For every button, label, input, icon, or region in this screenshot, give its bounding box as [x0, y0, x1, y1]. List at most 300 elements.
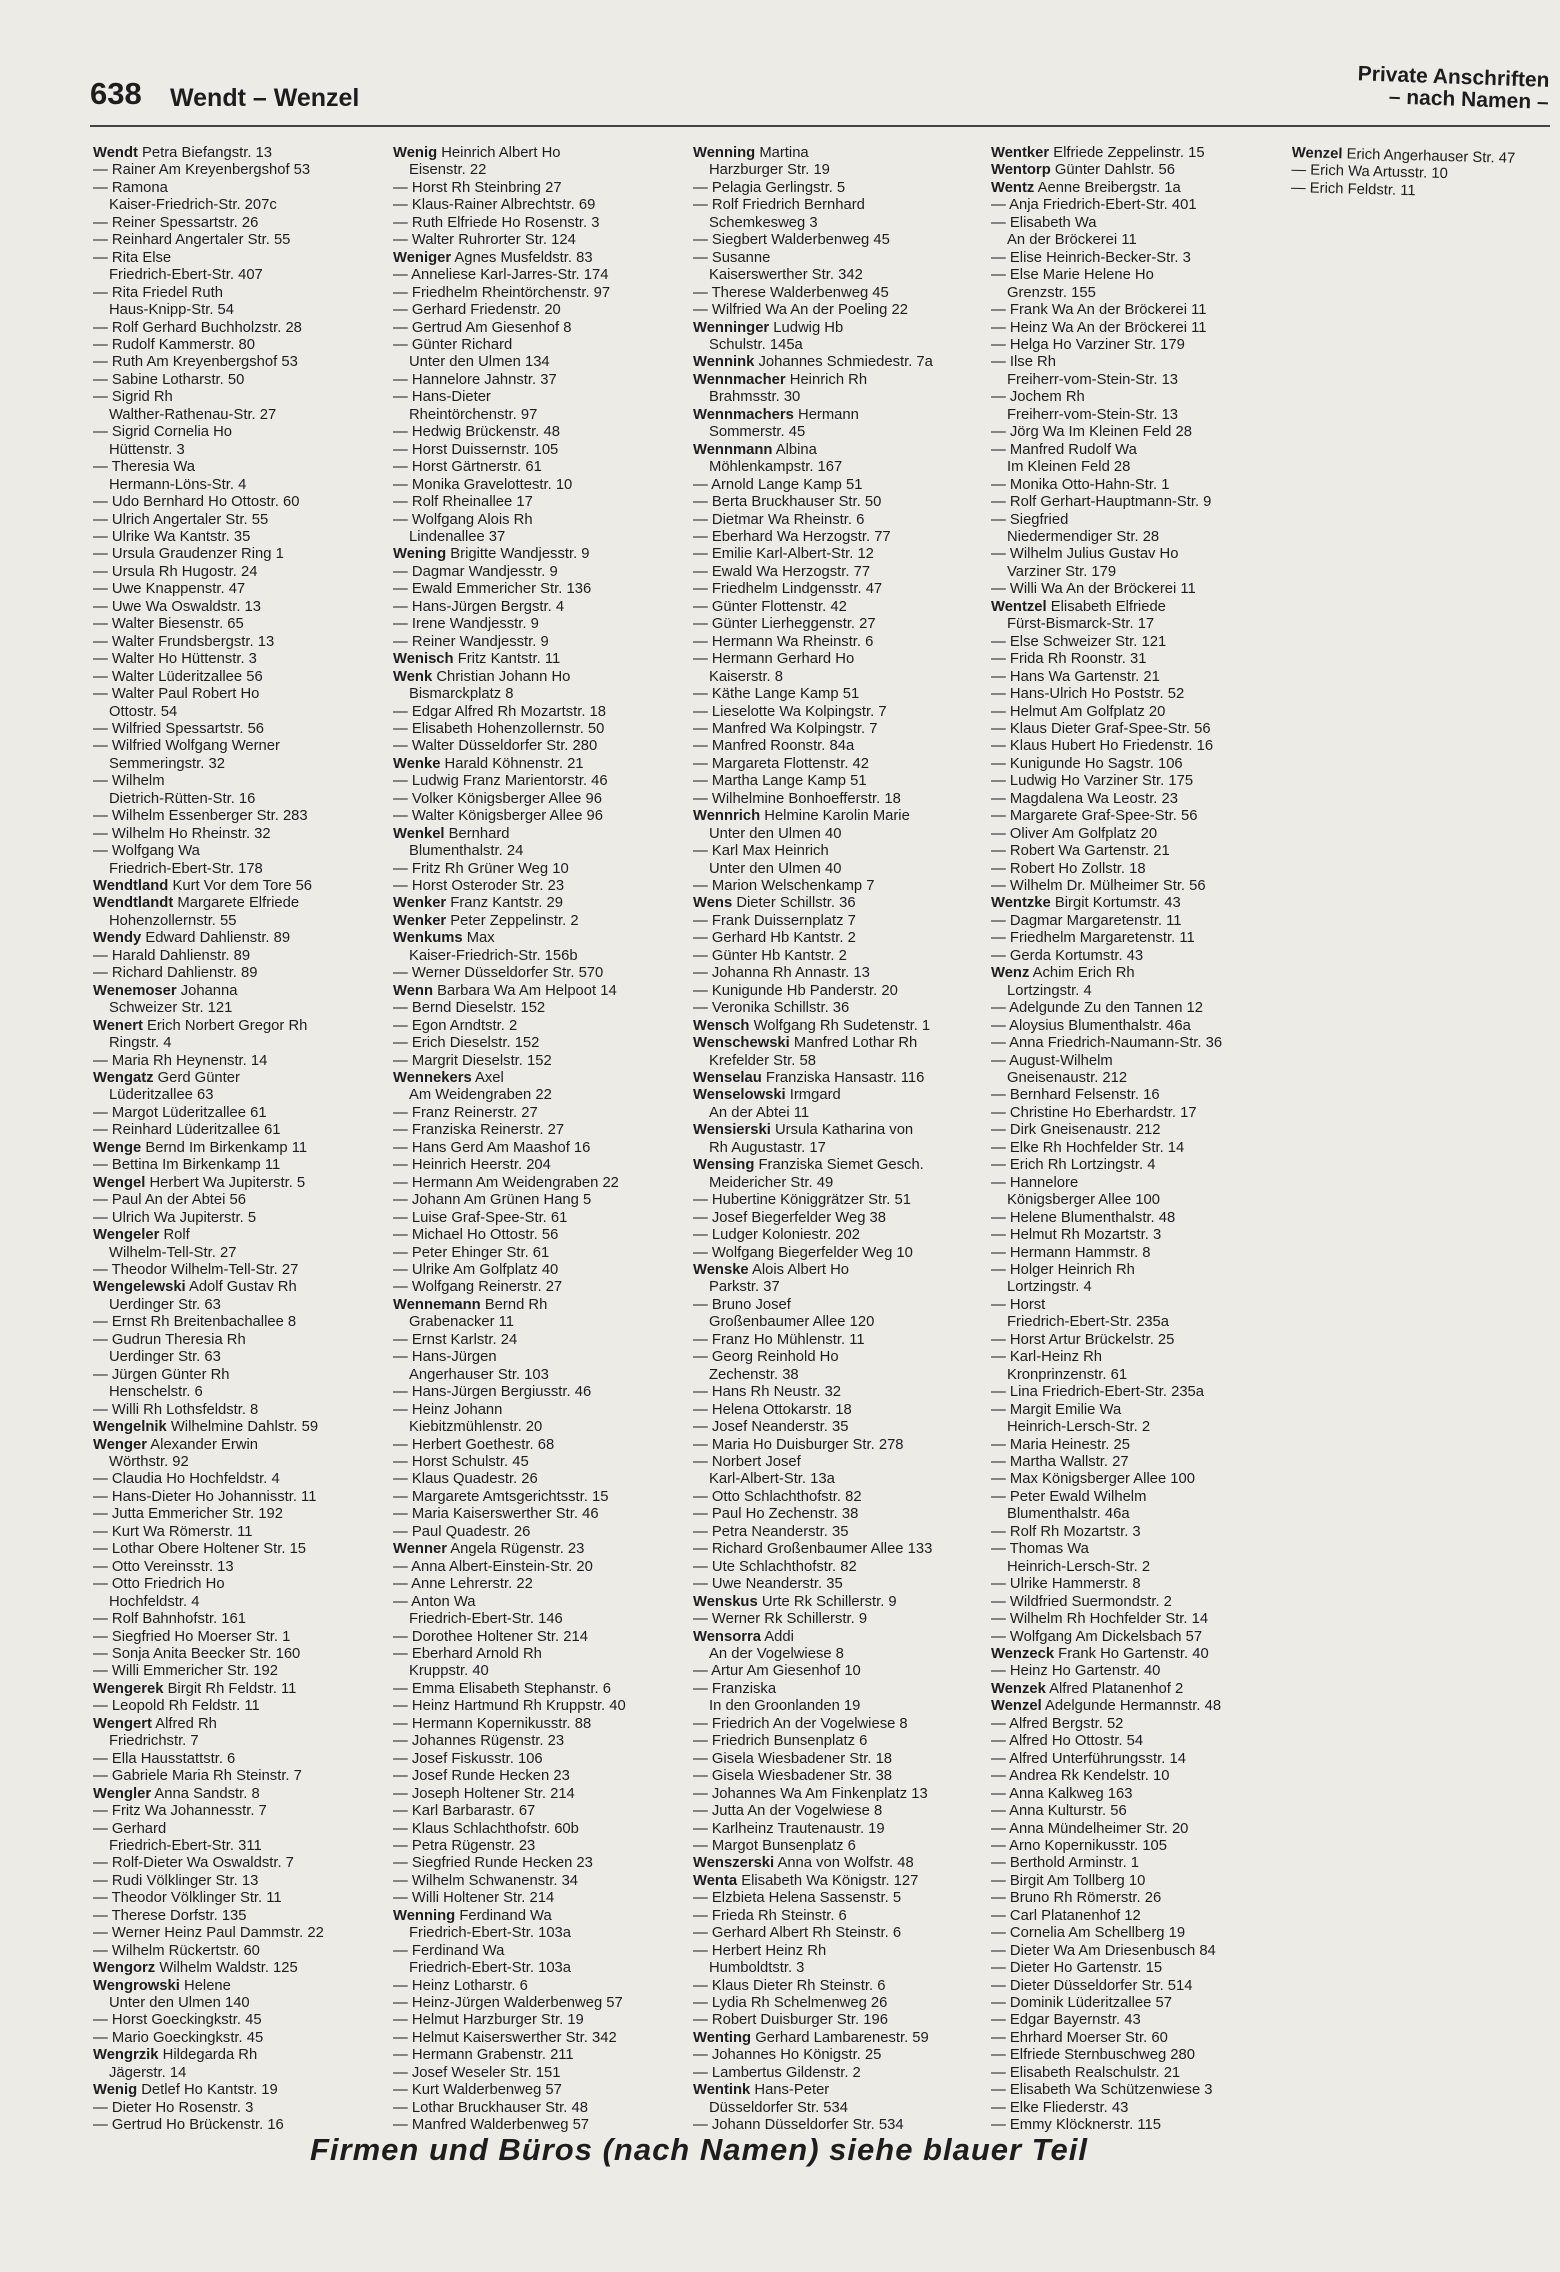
directory-entry — [693, 459, 985, 476]
directory-entry — [393, 372, 685, 389]
directory-entry — [693, 250, 985, 267]
entry-text: — Reinhard Angertaler Str. 55 — [93, 232, 291, 249]
directory-entry — [393, 302, 685, 319]
directory-entry — [693, 1245, 985, 1262]
column-4 — [991, 145, 1283, 2135]
entry-text: — Anna Mündelheimer Str. 20 — [991, 1820, 1189, 1837]
entry-text: Alexander Erwin — [147, 1436, 259, 1453]
entry-text: Sommerstr. 45 — [709, 424, 806, 441]
directory-entry — [93, 861, 385, 878]
surname: Wenselowski — [693, 1087, 786, 1104]
entry-text: — Gerhard Hb Kantstr. 2 — [693, 930, 856, 947]
directory-entry — [93, 1454, 385, 1471]
directory-entry — [393, 512, 685, 529]
directory-entry — [693, 616, 985, 633]
directory-entry — [93, 756, 385, 773]
directory-entry — [991, 773, 1283, 790]
directory-entry — [93, 1681, 385, 1698]
directory-entry — [93, 2030, 385, 2047]
entry-text: Kaiserswerther Str. 342 — [709, 267, 863, 284]
directory-entry — [693, 1646, 985, 1663]
entry-text: — Erich Rh Lortzingstr. 4 — [991, 1157, 1156, 1174]
directory-entry — [693, 895, 985, 912]
entry-text: — Walter Ho Hüttenstr. 3 — [93, 651, 257, 668]
entry-text: — Arnold Lange Kamp 51 — [693, 476, 863, 493]
entry-text: Dieter Schillstr. 36 — [732, 895, 856, 912]
entry-text: — Rudi Völklinger Str. 13 — [93, 1872, 259, 1889]
directory-entry — [991, 1821, 1283, 1838]
entry-text: — Gisela Wiesbadener Str. 18 — [693, 1750, 893, 1767]
directory-entry — [991, 1873, 1283, 1890]
column-3 — [693, 145, 985, 2135]
directory-entry — [693, 424, 985, 441]
entry-text: — Ulrich Angertaler Str. 55 — [93, 511, 269, 528]
directory-entry — [991, 1297, 1283, 1314]
entry-text: — Johanna Rh Annastr. 13 — [693, 965, 870, 982]
entry-text: — Rolf Rheinallee 17 — [393, 494, 533, 511]
entry-text: Hochfeldstr. 4 — [109, 1593, 200, 1610]
entry-text: — Uwe Wa Oswaldstr. 13 — [93, 598, 262, 615]
directory-entry — [991, 1332, 1283, 1349]
section-title-line-1: Private Anschriften — [1357, 62, 1551, 92]
directory-entry — [393, 1105, 685, 1122]
entry-text: — Josef Fiskusstr. 106 — [393, 1750, 543, 1767]
directory-entry — [991, 704, 1283, 721]
entry-text: — Dagmar Wandjesstr. 9 — [393, 563, 558, 580]
directory-entry — [393, 1000, 685, 1017]
directory-entry — [393, 1419, 685, 1436]
entry-text: — Gerhard — [93, 1820, 167, 1837]
directory-entry — [393, 756, 685, 773]
surname: Wenert — [93, 1017, 143, 1034]
entry-text: — Josef Runde Hecken 23 — [393, 1768, 570, 1785]
directory-entry — [693, 1087, 985, 1104]
directory-entry — [393, 1803, 685, 1820]
directory-entry — [991, 1786, 1283, 1803]
directory-entry — [991, 669, 1283, 686]
entry-text: — Erich Wa Artusstr. 10 — [1291, 162, 1449, 183]
directory-entry — [991, 1367, 1283, 1384]
entry-text: — Sigrid Cornelia Ho — [93, 424, 232, 441]
entry-text: — Dietmar Wa Rheinstr. 6 — [693, 511, 865, 528]
entry-text: — Siegbert Walderbenweg 45 — [693, 232, 890, 249]
entry-text: Varziner Str. 179 — [1007, 563, 1117, 580]
entry-text: Fürst-Bismarck-Str. 17 — [1007, 616, 1155, 633]
entry-text: — Jutta An der Vogelwiese 8 — [693, 1803, 883, 1820]
directory-entry — [991, 1053, 1283, 1070]
directory-entry — [991, 1140, 1283, 1157]
directory-entry — [393, 1663, 685, 1680]
entry-text: Unter den Ulmen 40 — [709, 825, 842, 842]
entry-text: Edward Dahlienstr. 89 — [141, 930, 291, 947]
entry-text: — Adelgunde Zu den Tannen 12 — [991, 1000, 1203, 1017]
entry-text: — Rolf Bahnhofstr. 161 — [93, 1611, 246, 1628]
entry-text: — Reinhard Lüderitzallee 61 — [93, 1122, 281, 1139]
entry-text: — Klaus Hubert Ho Friedenstr. 16 — [991, 738, 1214, 755]
entry-text: — Walter Lüderitzallee 56 — [93, 668, 263, 685]
entry-text: — Monika Otto-Hahn-Str. 1 — [991, 476, 1170, 493]
directory-entry — [393, 232, 685, 249]
entry-text: Alois Albert Ho — [748, 1262, 849, 1278]
directory-entry — [991, 389, 1283, 406]
entry-text: — Jutta Emmericher Str. 192 — [93, 1506, 283, 1523]
directory-entry — [991, 983, 1283, 1000]
directory-entry — [991, 1611, 1283, 1628]
directory-entry — [93, 320, 385, 337]
entry-text: — Luise Graf-Spee-Str. 61 — [393, 1209, 568, 1226]
directory-entry — [991, 1384, 1283, 1401]
entry-text: — Horst Gärtnerstr. 61 — [393, 459, 542, 476]
directory-entry — [693, 1402, 985, 1419]
entry-text: — Margarete Graf-Spee-Str. 56 — [991, 808, 1198, 825]
entry-text: — Anne Lehrerstr. 22 — [393, 1576, 533, 1593]
surname: Wengeler — [93, 1227, 160, 1244]
directory-entry — [93, 564, 385, 581]
entry-text: — Elzbieta Helena Sassenstr. 5 — [693, 1890, 902, 1907]
entry-text: — Frank Wa An der Bröckerei 11 — [991, 302, 1207, 319]
directory-entry — [93, 285, 385, 302]
entry-text: Frank Ho Gartenstr. 40 — [1054, 1645, 1209, 1662]
directory-entry — [393, 773, 685, 790]
column-1 — [93, 145, 385, 2135]
entry-text: — Ulrich Wa Jupiterstr. 5 — [93, 1209, 257, 1226]
directory-entry — [93, 1245, 385, 1262]
entry-text: Kurt Vor dem Tore 56 — [168, 878, 313, 895]
entry-text: — Berthold Arminstr. 1 — [991, 1855, 1140, 1872]
directory-entry — [991, 1733, 1283, 1750]
directory-entry — [991, 738, 1283, 755]
surname: Wenk — [393, 668, 433, 685]
directory-entry — [693, 983, 985, 1000]
directory-entry — [393, 1018, 685, 1035]
directory-entry — [393, 826, 685, 843]
directory-entry — [693, 1629, 985, 1646]
entry-text: Unter den Ulmen 40 — [709, 860, 842, 877]
directory-entry — [991, 1262, 1283, 1279]
entry-text: — Gerhard Friedenstr. 20 — [393, 302, 561, 319]
entry-text: — Margarete Amtsgerichtsstr. 15 — [393, 1488, 609, 1505]
entry-text: — Maria Rh Heynenstr. 14 — [93, 1052, 268, 1069]
directory-entry — [93, 1768, 385, 1785]
entry-text: Kaiser-Friedrich-Str. 207c — [109, 197, 277, 214]
directory-entry — [991, 2082, 1283, 2099]
directory-entry — [991, 302, 1283, 319]
directory-entry — [693, 1349, 985, 1366]
directory-entry — [93, 215, 385, 232]
surname: Wenning — [693, 145, 756, 161]
entry-text: — Emilie Karl-Albert-Str. 12 — [693, 546, 874, 563]
entry-text: Wilhelmine Dahlstr. 59 — [166, 1419, 319, 1436]
entry-text: — Eberhard Arnold Rh — [393, 1645, 542, 1662]
directory-entry — [393, 145, 685, 162]
entry-text: — Horst Duissernstr. 105 — [393, 441, 559, 458]
directory-entry — [693, 2065, 985, 2082]
entry-text: — Max Königsberger Allee 100 — [991, 1471, 1195, 1488]
entry-text: — Günter Richard — [393, 336, 513, 353]
entry-text: — Hermann Wa Rheinstr. 6 — [693, 633, 874, 650]
directory-entry — [693, 1611, 985, 1628]
directory-entry — [991, 2030, 1283, 2047]
entry-text: — Anna Friedrich-Naumann-Str. 36 — [991, 1035, 1223, 1052]
directory-entry — [393, 180, 685, 197]
directory-entry — [393, 1821, 685, 1838]
entry-text: Brahmsstr. 30 — [709, 389, 801, 406]
entry-text: Irmgard — [785, 1087, 841, 1104]
directory-entry — [991, 1925, 1283, 1942]
directory-entry — [991, 1698, 1283, 1715]
directory-entry — [693, 494, 985, 511]
surname: Wenselau — [693, 1070, 762, 1087]
directory-entry — [693, 197, 985, 214]
directory-entry — [393, 808, 685, 825]
directory-entry — [93, 1559, 385, 1576]
entry-text: — Karlheinz Trautenaustr. 19 — [693, 1820, 885, 1837]
directory-entry — [93, 1821, 385, 1838]
entry-text: — Manfred Wa Kolpingstr. 7 — [693, 720, 878, 737]
entry-text: — Ruth Elfriede Ho Rosenstr. 3 — [393, 214, 600, 231]
directory-entry — [393, 1349, 685, 1366]
entry-text: — Ernst Karlstr. 24 — [393, 1331, 518, 1348]
directory-entry — [393, 1437, 685, 1454]
directory-entry — [93, 773, 385, 790]
directory-entry — [93, 2012, 385, 2029]
entry-text: — Egon Arndtstr. 2 — [393, 1017, 518, 1034]
surname: Wennink — [693, 354, 755, 371]
entry-text: — Elisabeth Wa Schützenwiese 3 — [991, 2082, 1213, 2099]
entry-text: Bernd Im Birkenkamp 11 — [141, 1139, 308, 1156]
directory-entry — [693, 686, 985, 703]
entry-text: Eisenstr. 22 — [409, 162, 487, 179]
directory-entry — [93, 1925, 385, 1942]
directory-entry — [693, 1471, 985, 1488]
entry-text: Hüttenstr. 3 — [109, 441, 185, 458]
directory-entry — [693, 1768, 985, 1785]
directory-entry — [991, 459, 1283, 476]
directory-entry — [991, 2012, 1283, 2029]
directory-entry — [693, 1053, 985, 1070]
directory-entry — [393, 1559, 685, 1576]
surname: Wennrich — [693, 808, 761, 825]
entry-text: — Cornelia Am Schellberg 19 — [991, 1925, 1186, 1942]
entry-text: Manfred Lothar Rh — [789, 1035, 918, 1052]
entry-text: — Else Schweizer Str. 121 — [991, 633, 1167, 650]
entry-text: — Fritz Wa Johannesstr. 7 — [93, 1803, 267, 1820]
directory-entry — [93, 1175, 385, 1192]
directory-entry — [93, 669, 385, 686]
surname: Wenszerski — [693, 1855, 775, 1872]
directory-entry — [393, 913, 685, 930]
entry-text: — Karl Max Heinrich — [693, 843, 829, 860]
surname: Wensing — [693, 1157, 755, 1174]
entry-text: — Sabine Lotharstr. 50 — [93, 371, 245, 388]
entry-text: — Margareta Flottenstr. 42 — [693, 755, 869, 772]
directory-entry — [991, 721, 1283, 738]
directory-entry — [393, 843, 685, 860]
entry-text: — Harald Dahlienstr. 89 — [93, 947, 251, 964]
entry-text: Friedrich-Ebert-Str. 311 — [109, 1837, 262, 1854]
entry-text: Wilhelm Waldstr. 125 — [155, 1960, 298, 1977]
directory-entry — [693, 407, 985, 424]
entry-text: — Lydia Rh Schelmenweg 26 — [693, 1995, 888, 2012]
surname: Wengrowski — [93, 1977, 180, 1994]
directory-entry — [93, 1070, 385, 1087]
directory-entry — [693, 1873, 985, 1890]
entry-text: — Willi Emmericher Str. 192 — [93, 1663, 278, 1680]
entry-text: — Johann Düsseldorfer Str. 534 — [693, 2117, 904, 2134]
surname: Wengelewski — [93, 1279, 186, 1296]
entry-text: — Josef Weseler Str. 151 — [393, 2064, 561, 2081]
entry-text: Peter Zeppelinstr. 2 — [446, 912, 579, 929]
directory-entry — [991, 372, 1283, 389]
entry-text: — Reiner Spessartstr. 26 — [93, 214, 259, 231]
entry-text: Hohenzollernstr. 55 — [109, 912, 237, 929]
directory-entry — [393, 1471, 685, 1488]
directory-entry — [693, 1681, 985, 1698]
directory-entry — [693, 564, 985, 581]
surname: Wenner — [393, 1541, 447, 1558]
directory-entry — [393, 895, 685, 912]
directory-entry — [93, 948, 385, 965]
directory-entry — [93, 1995, 385, 2012]
directory-entry — [93, 494, 385, 511]
directory-entry — [991, 1559, 1283, 1576]
directory-entry — [991, 581, 1283, 598]
entry-text: — Holger Heinrich Rh — [991, 1262, 1135, 1278]
directory-entry — [93, 1349, 385, 1366]
directory-entry — [693, 1437, 985, 1454]
entry-text: — Paul An der Abtei 56 — [93, 1192, 247, 1209]
directory-entry — [991, 337, 1283, 354]
entry-text: Birgit Rh Feldstr. 11 — [163, 1680, 297, 1697]
directory-entry — [991, 1995, 1283, 2012]
directory-entry — [393, 285, 685, 302]
directory-entry — [393, 1489, 685, 1506]
surname: Wendt — [93, 145, 138, 161]
entry-text: Düsseldorfer Str. 534 — [709, 2099, 848, 2116]
directory-entry — [693, 599, 985, 616]
surname: Wenkums — [393, 930, 463, 947]
directory-entry — [93, 1105, 385, 1122]
entry-text: Ferdinand Wa — [455, 1907, 552, 1924]
surname: Wennmacher — [693, 371, 786, 388]
entry-text: Max — [462, 930, 495, 947]
entry-text: Friedrich-Ebert-Str. 235a — [1007, 1314, 1170, 1331]
directory-entry — [693, 581, 985, 598]
directory-entry — [693, 372, 985, 389]
entry-text: Agnes Musfeldstr. 83 — [451, 249, 593, 266]
directory-entry — [693, 930, 985, 947]
entry-text: — Günter Flottenstr. 42 — [693, 598, 847, 615]
directory-entry — [991, 1960, 1283, 1977]
entry-text: — Mario Goeckingkstr. 45 — [93, 2029, 264, 2046]
directory-entry — [393, 215, 685, 232]
directory-entry — [93, 250, 385, 267]
entry-text: — Werner Heinz Paul Dammstr. 22 — [93, 1925, 324, 1942]
directory-entry — [93, 2047, 385, 2064]
directory-entry — [393, 2065, 685, 2082]
directory-entry — [93, 1192, 385, 1209]
entry-text: — Jochem Rh — [991, 389, 1085, 406]
entry-text: — Hans-Jürgen — [393, 1349, 497, 1366]
entry-text: — Karl-Heinz Rh — [991, 1349, 1103, 1366]
directory-entry — [991, 1000, 1283, 1017]
entry-text: — Andrea Rk Kendelstr. 10 — [991, 1768, 1170, 1785]
entry-text: Hermann — [793, 406, 859, 423]
entry-text: — Ruth Am Kreyenbergshof 53 — [93, 354, 298, 371]
directory-entry — [93, 826, 385, 843]
entry-text: — Horst Schulstr. 45 — [393, 1453, 529, 1470]
directory-entry — [393, 1524, 685, 1541]
surname: Weniger — [393, 249, 452, 266]
directory-entry — [393, 1960, 685, 1977]
directory-entry — [991, 1437, 1283, 1454]
directory-entry — [991, 1646, 1283, 1663]
entry-text: — Gertrud Am Giesenhof 8 — [393, 319, 572, 336]
entry-text: Franz Kantstr. 29 — [446, 895, 563, 912]
directory-entry — [991, 1314, 1283, 1331]
entry-text: — Ernst Rh Breitenbachallee 8 — [93, 1314, 297, 1331]
entry-text: — Therese Walderbenweg 45 — [693, 284, 889, 301]
entry-text: — Friedhelm Rheintörchenstr. 97 — [393, 284, 611, 301]
directory-entry — [393, 442, 685, 459]
directory-entry — [93, 2082, 385, 2099]
entry-text: — Uwe Knappenstr. 47 — [93, 581, 246, 598]
entry-text: — Anneliese Karl-Jarres-Str. 174 — [393, 267, 609, 284]
entry-text: Hermann-Löns-Str. 4 — [109, 476, 247, 493]
entry-text: — Gisela Wiesbadener Str. 38 — [693, 1768, 893, 1785]
directory-entry — [991, 529, 1283, 546]
entry-text: — Birgit Am Tollberg 10 — [991, 1872, 1146, 1889]
directory-entry — [393, 1733, 685, 1750]
entry-text: — Susanne — [693, 249, 771, 266]
entry-text: Heinrich Rh — [785, 371, 868, 388]
entry-text: — Hedwig Brückenstr. 48 — [393, 424, 560, 441]
entry-text: Harzburger Str. 19 — [709, 162, 830, 179]
directory-entry — [393, 320, 685, 337]
directory-entry — [93, 1960, 385, 1977]
directory-entry — [393, 529, 685, 546]
surname: Wendy — [93, 930, 142, 947]
entry-text: — Helmut Kaiserswerther Str. 342 — [393, 2029, 617, 2046]
directory-entry — [93, 1035, 385, 1052]
entry-text: — Hermann Grabenstr. 211 — [393, 2047, 574, 2064]
entry-text: — Johannes Rügenstr. 23 — [393, 1733, 565, 1750]
entry-text: Uerdinger Str. 63 — [109, 1296, 221, 1313]
page-number: 638 — [90, 76, 142, 111]
directory-entry — [693, 1751, 985, 1768]
directory-entry — [93, 1053, 385, 1070]
entry-text: Adelgunde Hermannstr. 48 — [1041, 1698, 1222, 1715]
entry-text: — Horst Goeckingkstr. 45 — [93, 2012, 262, 2029]
directory-entry — [991, 1524, 1283, 1541]
entry-text: — Rolf Friedrich Bernhard — [693, 197, 865, 214]
entry-text: Albina — [772, 441, 817, 458]
directory-entry — [693, 337, 985, 354]
surname: Wenzek — [991, 1680, 1046, 1697]
entry-text: — Wilhelm Dr. Mülheimer Str. 56 — [991, 878, 1206, 895]
directory-entry — [93, 721, 385, 738]
entry-text: — Wolfgang Am Dickelsbach 57 — [991, 1628, 1203, 1645]
directory-entry — [693, 791, 985, 808]
directory-entry — [93, 1943, 385, 1960]
surname: Wengelnik — [93, 1419, 167, 1436]
entry-text: — Erich Feldstr. 11 — [1290, 179, 1416, 200]
entry-text: Großenbaumer Allee 120 — [709, 1314, 875, 1331]
entry-text: Im Kleinen Feld 28 — [1007, 459, 1131, 476]
surname: Wenting — [693, 2029, 752, 2046]
entry-text: — Wolfgang Wa — [93, 843, 200, 860]
directory-entry — [393, 791, 685, 808]
